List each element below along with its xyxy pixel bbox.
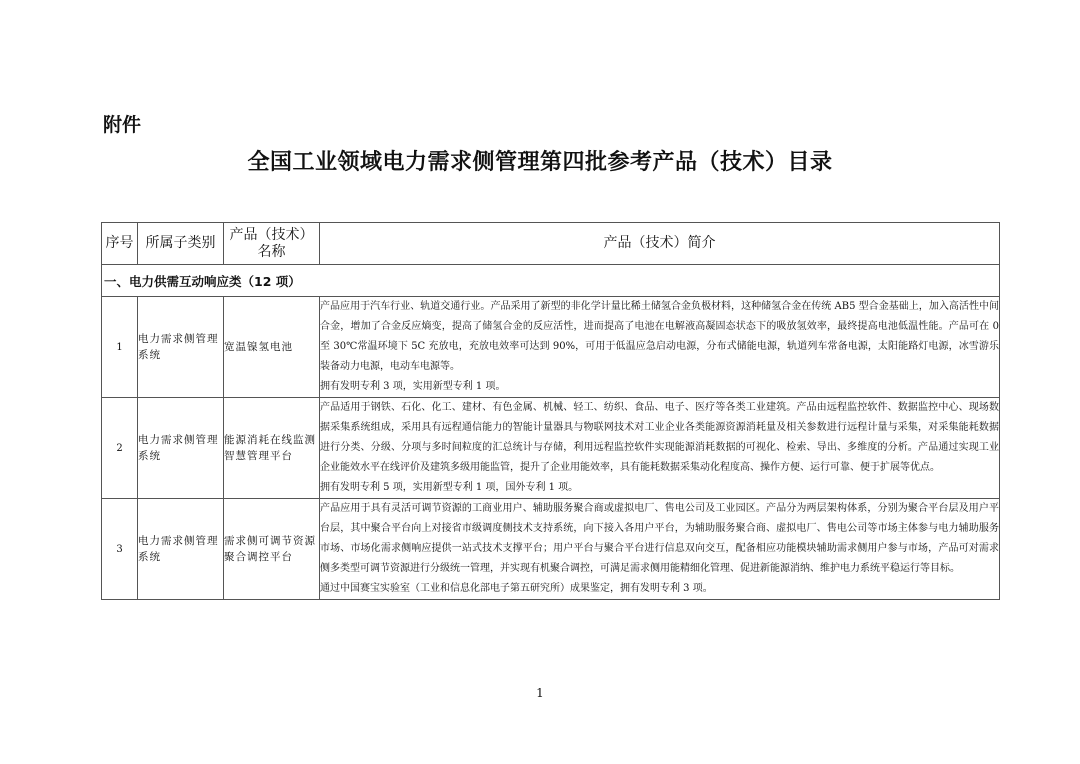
row-description: 产品应用于汽车行业、轨道交通行业。产品采用了新型的非化学计量比稀土储氢合金负极材料，这种储氢合金在传统 AB5 型合金基础上，加入高活性中间合金，增加了合金反应熵变，提高了储氢合金的反应活性，进而提高了电池在电解液高凝固态状态下的吸放氢效率，最终提高电池低温性能。产品可在 0 至 30℃常温环境下 5C 充放电，充放电效率可达到 90%，可用于低温应急启动电源，分布式储能电源，轨道列车常备电源，太阳能路灯电源，冰雪游乐装备动力电源，电动车电源等。: [320, 301, 999, 372]
table-row: [102, 297, 1000, 398]
product-catalog-table: [101, 222, 1000, 600]
row-category: 电力需求侧管理系统: [138, 297, 224, 398]
row-description: 产品应用于具有灵活可调节资源的工商业用户、辅助服务聚合商或虚拟电厂、售电公司及工业园区。产品分为两层架构体系，分别为聚合平台层及用户平台层，其中聚合平台向上对接省市级调度侧技术支持系统，向下接入各用户平台，为辅助服务聚合商、虚拟电厂、售电公司等市场主体参与电力辅助服务市场、市场化需求侧响应提供一站式技术支撑平台；用户平台与聚合平台进行信息双向交互，配备相应功能模块辅助需求侧用户参与市场，产品可对需求侧多类型可调节资源进行分级统一管理，并实现有机聚合调控，可满足需求侧用能精细化管理、促进新能源消纳、维护电力系统平稳运行等目标。: [320, 503, 999, 574]
row-index: 1: [102, 297, 138, 398]
header-product-line2: 名称: [257, 243, 286, 260]
page-number: 1: [536, 686, 544, 700]
row-description: 产品适用于钢铁、石化、化工、建材、有色金属、机械、轻工、纺织、食品、电子、医疗等各类工业建筑。产品由远程监控软件、数据监控中心、现场数据采集系统组成，采用具有远程通信能力的智能计量器具与物联网技术对工业企业各类能源资源消耗量及相关参数进行远程计量与采集，对采集能耗数据进行分类、分级、分项与多时间粒度的汇总统计与存储，利用远程监控软件实现能源消耗数据的可视化、检索、导出、多维度的分析。产品通过实现工业企业能效水平在线评价及建筑多级用能监管，提升了企业用能效率，具有能耗数据采集动化程度高、操作方便、运行可靠、便于扩展等优点。: [320, 402, 999, 473]
row-note: 拥有发明专利 5 项，实用新型专利 1 项，国外专利 1 项。: [320, 482, 579, 493]
row-index: 2: [102, 398, 138, 499]
header-index: 序号: [102, 223, 138, 265]
header-description: 产品（技术）简介: [320, 223, 1000, 265]
row-index: 3: [102, 499, 138, 600]
section-title: 一、电力供需互动响应类（12 项）: [102, 265, 1000, 297]
row-description-cell: [320, 398, 1000, 499]
table-row: [102, 499, 1000, 600]
document-title: 全国工业领域电力需求侧管理第四批参考产品（技术）目录: [247, 150, 833, 175]
table-header-row: [102, 223, 1000, 265]
row-category: 电力需求侧管理系统: [138, 398, 224, 499]
row-product: 宽温镍氢电池: [224, 297, 320, 398]
header-category: 所属子类别: [138, 223, 224, 265]
row-product: 需求侧可调节资源聚合调控平台: [224, 499, 320, 600]
row-note: 通过中国赛宝实验室（工业和信息化部电子第五研究所）成果鉴定，拥有发明专利 3 项。: [320, 583, 713, 594]
header-product-name: [224, 223, 320, 265]
row-description-cell: [320, 297, 1000, 398]
header-product-line1: 产品（技术）: [229, 226, 314, 243]
row-description-cell: [320, 499, 1000, 600]
row-note: 拥有发明专利 3 项，实用新型专利 1 项。: [320, 381, 506, 392]
section-row: [102, 265, 1000, 297]
attachment-label: 附件: [103, 114, 142, 136]
row-category: 电力需求侧管理系统: [138, 499, 224, 600]
table-row: [102, 398, 1000, 499]
row-product: 能源消耗在线监测智慧管理平台: [224, 398, 320, 499]
